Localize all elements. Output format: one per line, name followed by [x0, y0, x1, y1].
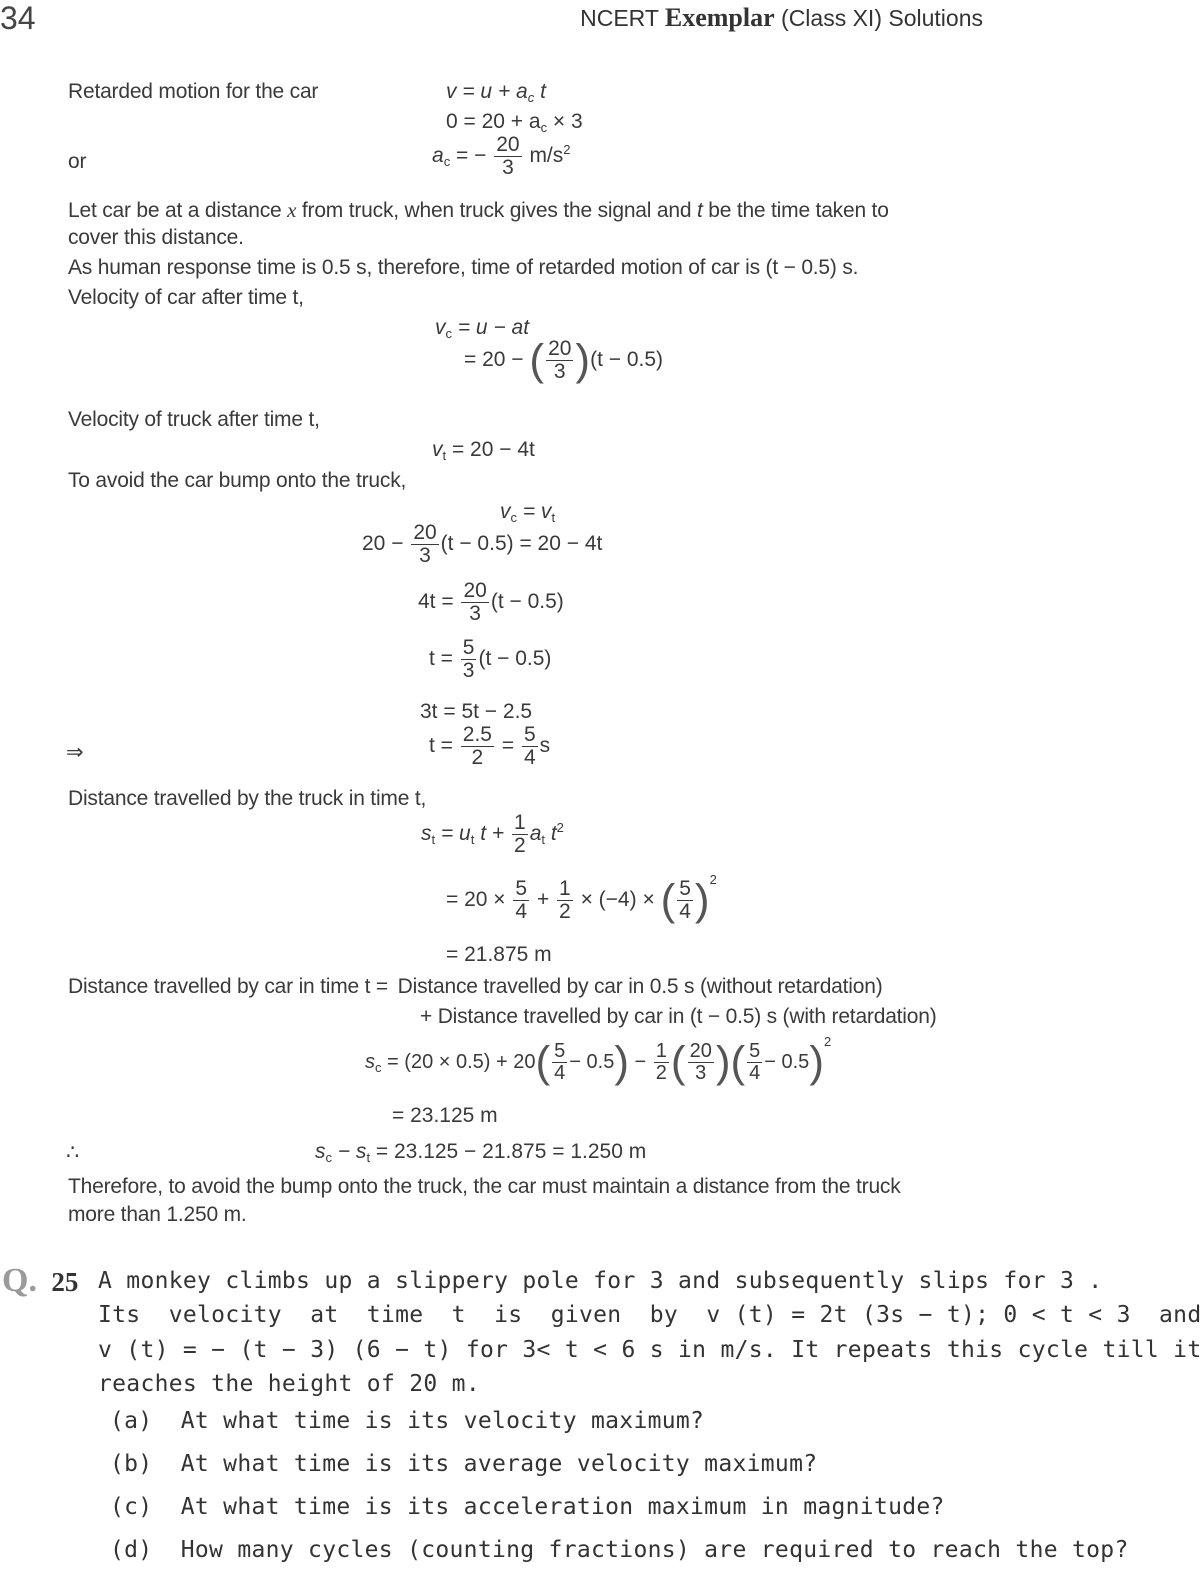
equation-a — [362, 522, 602, 567]
open-paren-icon: ( — [529, 335, 545, 385]
equation-c — [429, 637, 551, 682]
vc2-num: 20 — [548, 337, 572, 360]
question-part-a: (a) At what time is its velocity maximum? — [110, 1408, 705, 1434]
st-num: 1 — [514, 811, 526, 834]
question-part-b: (b) At what time is its average velocity maximum? — [110, 1451, 818, 1477]
st2-a: = 20 × — [446, 888, 506, 911]
sc-num3: 20 — [689, 1040, 712, 1063]
st2-den3: 4 — [679, 899, 691, 923]
close-paren-icon: ) — [809, 1037, 824, 1087]
eqb-fraction — [461, 580, 488, 625]
eqc-den: 3 — [462, 659, 475, 683]
st2-num3: 5 — [679, 876, 691, 900]
paragraph-3: Velocity of car after time t, — [68, 286, 304, 309]
st2-num2: 1 — [559, 876, 571, 900]
eqe-num2: 5 — [523, 723, 536, 746]
sc-lhs: s — [365, 1051, 375, 1073]
retarded-label: Retarded motion for the car — [68, 80, 319, 103]
st2-den1: 4 — [515, 899, 528, 923]
diff-b-sub: t — [366, 1150, 371, 1165]
or-label: or — [68, 150, 87, 173]
paragraph-8-line-2: more than 1.250 m. — [68, 1203, 247, 1226]
sc-num4: 5 — [749, 1040, 761, 1063]
sc-d: − 0.5 — [764, 1051, 810, 1073]
equation-e — [429, 724, 550, 769]
para1-x: x — [287, 198, 297, 222]
diff-a-sub: c — [325, 1150, 332, 1165]
eqv-lhs-sub: c — [510, 510, 517, 525]
st-c-sub: t — [541, 832, 545, 848]
therefore-symbol: ∴ — [66, 1141, 80, 1164]
eq3-den: 3 — [502, 156, 514, 180]
eq3-lhs: a — [432, 144, 444, 168]
difference-equation — [315, 1140, 646, 1165]
eqv-mid: = v — [517, 500, 552, 523]
eqe-fraction-2 — [522, 724, 538, 769]
eqa-num: 20 — [413, 521, 437, 544]
equation-3 — [432, 134, 571, 179]
eq3-lhs-sub: c — [443, 154, 451, 170]
eqa-b: (t − 0.5) = 20 − 4t — [440, 532, 603, 556]
sc-den3: 3 — [695, 1062, 707, 1085]
sc-a: = (20 × 0.5) + 20 — [381, 1051, 536, 1073]
diff-c: = 23.125 − 21.875 = 1.250 m — [370, 1140, 647, 1163]
eqv-rhs-sub: t — [551, 510, 556, 525]
eqb-num: 20 — [463, 579, 487, 602]
para1-t: t — [696, 199, 703, 222]
st2-fraction-3 — [677, 878, 693, 923]
question-part-c: (c) At what time is its acceleration maximum in magnitude? — [110, 1494, 945, 1520]
st-d: t — [545, 822, 557, 846]
paragraph-1-line-1 — [68, 198, 889, 223]
question-line-2: Its velocity at time t is given by v (t) = 2t (3s − t); 0 < t < 3 and — [98, 1302, 1201, 1328]
eqc-fraction — [461, 637, 477, 682]
st2-fraction-1 — [513, 878, 529, 923]
vc2-a: = 20 − — [464, 348, 524, 372]
vc-equation-2 — [464, 335, 664, 385]
implies-symbol: ⇒ — [66, 741, 84, 764]
eqe-den1: 2 — [471, 746, 484, 770]
eqb-a: 4t = — [418, 590, 454, 614]
vc2-den: 3 — [553, 360, 566, 384]
sc-fraction-2 — [654, 1041, 669, 1084]
page-number: 34 — [0, 0, 36, 36]
sc-fraction-4 — [747, 1041, 762, 1084]
eq3-mid: = − — [450, 144, 487, 168]
paragraph-7-line-1 — [68, 975, 883, 999]
sc-den2: 2 — [655, 1062, 667, 1085]
paragraph-7-line-2: + Distance travelled by car in (t − 0.5) s (with retardation) — [420, 1005, 937, 1028]
question-line-4: reaches the height of 20 m. — [98, 1371, 480, 1397]
close-paren-icon: ) — [575, 335, 591, 385]
st-c: a — [529, 822, 542, 846]
equation-2 — [446, 110, 583, 135]
vc2-b: (t − 0.5) — [590, 348, 664, 372]
eqe-num1: 2.5 — [462, 723, 492, 746]
eqe-fraction-1 — [461, 724, 494, 769]
open-paren-icon: ( — [730, 1037, 746, 1087]
vc1-rhs: = u − at — [452, 316, 530, 339]
diff-b: − s — [332, 1140, 367, 1163]
st-equation-2 — [446, 872, 717, 923]
vt-sub: t — [442, 448, 447, 463]
st2-fraction-2 — [557, 878, 573, 923]
eq3-fraction — [494, 134, 521, 179]
st2-sup: 2 — [709, 872, 717, 887]
para7-a: Distance travelled by car in time t = — [68, 975, 388, 998]
para1-a: Let car be at a distance — [68, 199, 288, 222]
eqa-den: 3 — [419, 544, 431, 568]
question-label — [2, 1262, 78, 1300]
equation-b — [418, 580, 564, 625]
eqe-a: t = — [429, 734, 453, 758]
sc-equation-2: = 23.125 m — [392, 1104, 498, 1127]
paragraph-1-line-2: cover this distance. — [68, 226, 244, 249]
eq2-sub: c — [540, 120, 548, 135]
st-fraction — [512, 812, 528, 857]
st-b: t + — [474, 822, 505, 846]
question-number: 25 — [51, 1267, 79, 1297]
eq1-sub: c — [527, 90, 535, 105]
st-den: 2 — [514, 834, 526, 858]
eqa-fraction — [411, 522, 438, 567]
sc-b: − 0.5 — [569, 1051, 615, 1073]
close-paren-icon: ) — [715, 1037, 731, 1087]
eq1-text: v = u + a — [446, 80, 528, 103]
sc-num1: 5 — [554, 1040, 566, 1063]
book-title-prefix: NCERT — [580, 5, 659, 31]
vt-lhs: v — [432, 438, 443, 461]
st2-den2: 2 — [559, 899, 571, 923]
para1-c: be the time taken to — [702, 199, 889, 222]
st-equation-1 — [421, 812, 564, 857]
sc-sup: 2 — [823, 1034, 832, 1049]
question-letter: Q. — [2, 1262, 37, 1299]
st-a: = u — [435, 822, 471, 846]
sc-lhs-sub: c — [375, 1060, 382, 1075]
eqc-num: 5 — [462, 636, 475, 659]
question-line-3: v (t) = − (t − 3) (6 − t) for 3< t < 6 s in m/s. It repeats this cycle till it — [98, 1337, 1201, 1363]
vc1-sub: c — [445, 326, 452, 341]
sc-fraction-3 — [688, 1041, 714, 1084]
st-a-sub: t — [470, 832, 475, 848]
st2-num1: 5 — [515, 876, 528, 900]
eqc-b: (t − 0.5) — [478, 647, 552, 671]
eqe-mid: = — [501, 734, 515, 758]
sc-num2: 1 — [655, 1040, 667, 1063]
sc-den1: 4 — [554, 1062, 566, 1085]
st-equation-3: = 21.875 m — [446, 943, 552, 966]
eqb-den: 3 — [469, 602, 481, 626]
vc1-lhs: v — [435, 316, 446, 339]
open-paren-icon: ( — [535, 1037, 551, 1087]
para7-b: Distance travelled by car in 0.5 s (without retardation) — [397, 975, 883, 998]
vt-rhs: = 20 − 4t — [446, 438, 535, 461]
diff-a: s — [315, 1140, 326, 1163]
eq1-end: t — [534, 80, 546, 103]
equation-1 — [446, 80, 546, 105]
st2-c: × (−4) × — [580, 888, 655, 911]
paragraph-4: Velocity of truck after time t, — [68, 408, 320, 431]
para1-b: from truck, when truck gives the signal and — [296, 199, 697, 222]
eq3-unit: m/s — [529, 144, 564, 168]
eqc-a: t = — [429, 647, 453, 671]
eq3-num: 20 — [496, 133, 520, 156]
question-line-1: A monkey climbs up a slippery pole for 3 and subsequently slips for 3 . — [98, 1268, 1103, 1294]
paragraph-2: As human response time is 0.5 s, therefore, time of retarded motion of car is (t − 0.5) s. — [68, 256, 859, 279]
close-paren-icon: ) — [694, 875, 710, 925]
eqe-den2: 4 — [523, 746, 536, 770]
vt-equation — [432, 438, 535, 463]
st-d-sup: 2 — [556, 820, 564, 836]
eq2-end: × 3 — [547, 110, 583, 133]
sc-c: − — [634, 1051, 647, 1073]
eqe-unit: s — [539, 734, 551, 758]
vc2-fraction — [546, 338, 573, 383]
sc-equation-1 — [365, 1034, 831, 1085]
equation-d: 3t = 5t − 2.5 — [420, 700, 533, 723]
eq3-unit-sup: 2 — [563, 142, 571, 158]
st-lhs-sub: t — [431, 832, 436, 848]
open-paren-icon: ( — [670, 1037, 686, 1087]
book-title-bold: Exemplar — [664, 3, 775, 32]
st-lhs: s — [421, 822, 432, 846]
eqb-b: (t − 0.5) — [490, 590, 564, 614]
paragraph-6: Distance travelled by the truck in time t, — [68, 787, 427, 810]
eqa-a: 20 − — [362, 532, 404, 556]
close-paren-icon: ) — [614, 1037, 629, 1087]
open-paren-icon: ( — [660, 875, 676, 925]
paragraph-8-line-1: Therefore, to avoid the bump onto the truck, the car must maintain a distance from the truck — [68, 1175, 901, 1198]
sc-den4: 4 — [749, 1062, 761, 1085]
st2-b: + — [536, 888, 550, 911]
book-title — [580, 3, 983, 33]
eqv-lhs: v — [500, 500, 511, 523]
book-title-suffix: (Class XI) Solutions — [781, 5, 983, 31]
paragraph-5: To avoid the car bump onto the truck, — [68, 469, 407, 492]
question-part-d: (d) How many cycles (counting fractions) are required to reach the top? — [110, 1537, 1129, 1563]
sc-fraction-1 — [552, 1041, 567, 1084]
eq2-text: 0 = 20 + a — [446, 110, 541, 133]
